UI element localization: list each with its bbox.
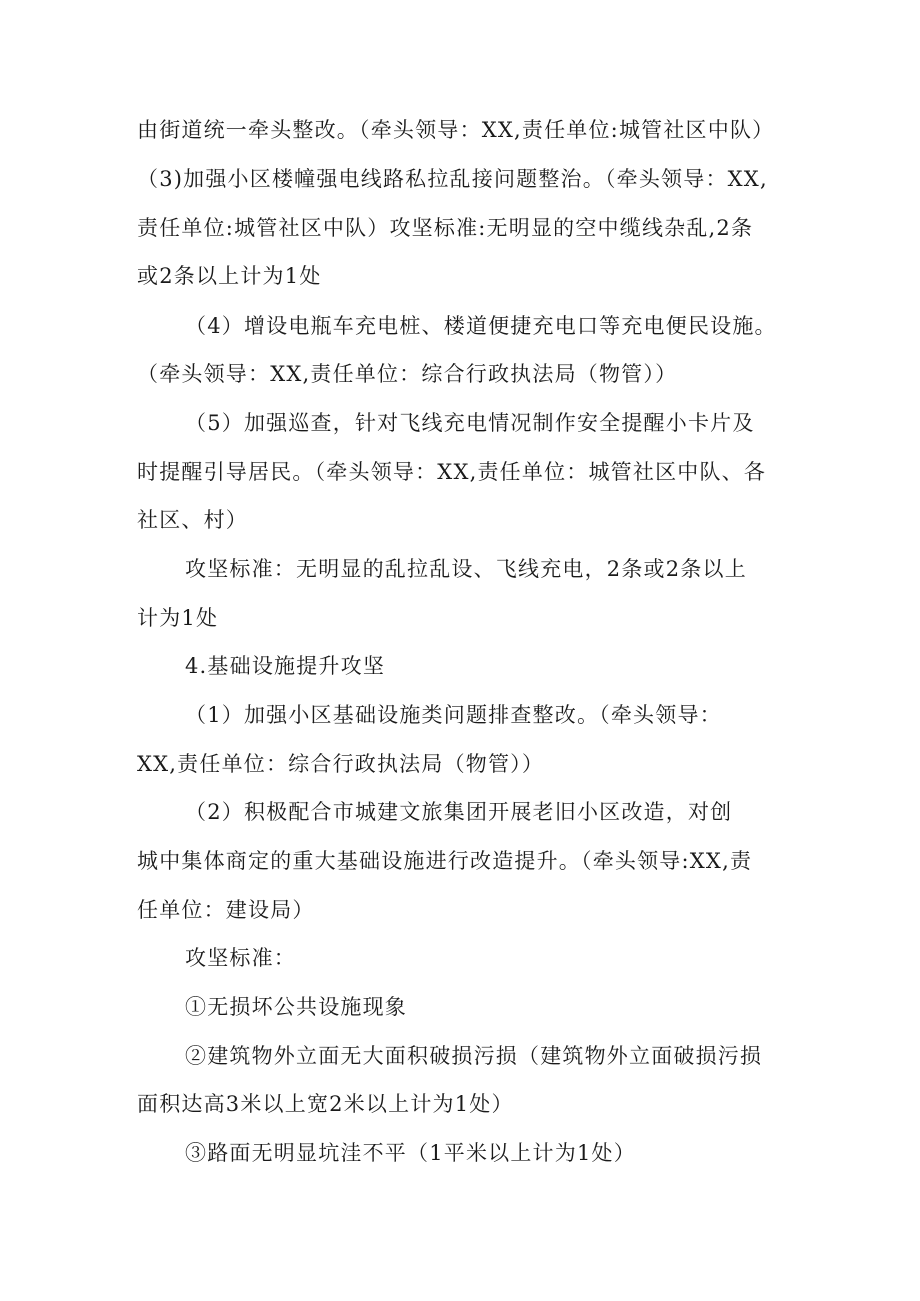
text-line: 任单位：建设局） — [137, 898, 315, 922]
text-line: 时提醒引导居民。（牵头领导：XX,责任单位：城管社区中队、各 — [137, 460, 767, 484]
text-line: （2）积极配合市城建文旅集团开展老旧小区改造，对创 — [185, 800, 733, 824]
text-line: 计为1处 — [137, 606, 219, 630]
text-line: 责任单位:城管社区中队）攻坚标准:无明显的空中缆线杂乱,2条 — [137, 216, 754, 240]
text-line: ②建筑物外立面无大面积破损污损（建筑物外立面破损污损 — [185, 1044, 763, 1068]
text-line: 由街道统一牵头整改。（牵头领导：XX,责任单位:城管社区中队） — [137, 118, 775, 142]
text-line: （5）加强巡查，针对飞线充电情况制作安全提醒小卡片及 — [185, 411, 755, 435]
text-line: （牵头领导：XX,责任单位：综合行政执法局（物管）） — [137, 362, 678, 386]
text-line: 城中集体商定的重大基础设施进行改造提升。（牵头领导:XX,责 — [137, 849, 753, 873]
text-line: ③路面无明显坑洼不平（1平米以上计为1处） — [185, 1141, 636, 1165]
text-line: （4）增设电瓶车充电桩、楼道便捷充电口等充电便民设施。 — [185, 314, 777, 338]
text-line: XX,责任单位：综合行政执法局（物管）） — [137, 752, 545, 776]
text-line: ①无损坏公共设施现象 — [185, 995, 407, 1019]
text-line: 面积达高3米以上宽2米以上计为1处） — [137, 1092, 514, 1116]
section-heading: 4.基础设施提升攻坚 — [185, 654, 386, 678]
text-line: 社区、村） — [137, 508, 248, 532]
text-line: 或2条以上计为1处 — [137, 264, 322, 288]
text-line: （3)加强小区楼幢强电线路私拉乱接问题整治。（牵头领导：XX, — [137, 167, 768, 191]
text-line: 攻坚标准： — [185, 946, 296, 970]
text-line: 攻坚标准：无明显的乱拉乱设、飞线充电，2条或2条以上 — [185, 557, 747, 581]
text-line: （1）加强小区基础设施类问题排查整改。（牵头领导： — [185, 703, 722, 727]
